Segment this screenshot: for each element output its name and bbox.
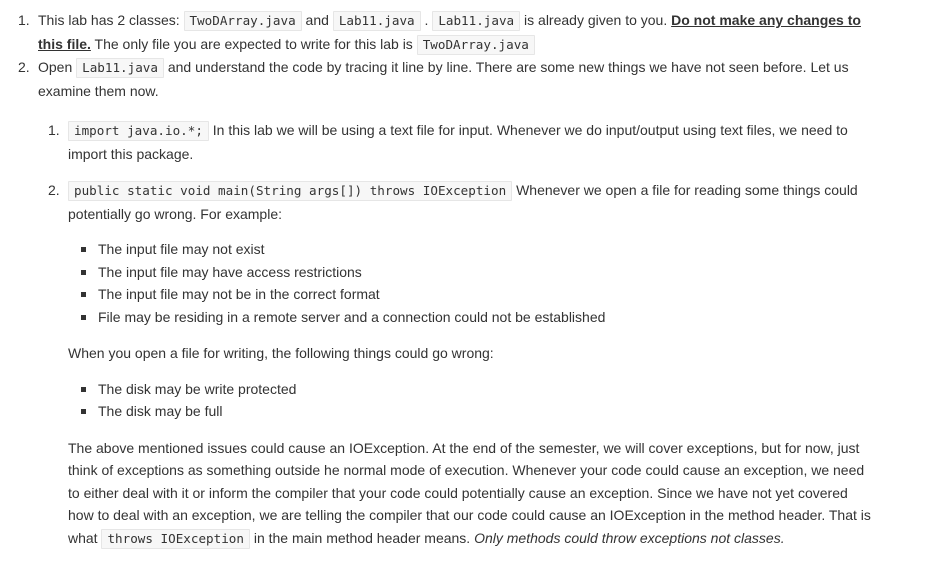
sub-item-number: 2.: [48, 182, 60, 198]
code-lab11: Lab11.java: [432, 11, 520, 31]
exception-summary: [68, 437, 877, 551]
bullet-item: The disk may be full: [98, 400, 877, 423]
item-text: is already given to you.: [520, 12, 672, 28]
code-throws-ioexception: throws IOException: [101, 529, 249, 549]
code-lab11: Lab11.java: [333, 11, 421, 31]
item-text: and understand the code by tracing it line by line. There are some new things we have not seen before. Let us examine them now.: [38, 59, 849, 99]
summary-text: The above mentioned issues could cause an IOException. At the end of the semester, we will cover exceptions, but for now, just think of exceptions as something outside he normal mode of execution. Whenever your code could cause an exception, we need to either deal with it or inform the compiler that your code could potentially cause an exception. Since we have not yet covered how to deal with an exception, we are telling the compiler that our code could cause an IOException in the method header. That is what: [68, 439, 871, 546]
instructions-list: [0, 9, 937, 550]
summary-text: in the main method header means.: [249, 529, 475, 546]
bullet-item: The input file may not be in the correct format: [98, 283, 877, 306]
bullet-item: The disk may be write protected: [98, 378, 877, 401]
item-text: and: [301, 12, 333, 28]
code-twodarray: TwoDArray.java: [417, 35, 535, 55]
item-text: This lab has 2 classes:: [38, 12, 184, 28]
sub-list-item: [48, 119, 877, 165]
sub-item-number: 1.: [48, 122, 60, 138]
list-item: [18, 9, 877, 56]
sub-list-item: [48, 179, 877, 550]
summary-emphasis: Only methods could throw exceptions not classes.: [474, 529, 785, 546]
item-text: .: [420, 12, 433, 28]
sub-item-text: Whenever we open a file for reading some things could potentially go wrong. For example:: [68, 182, 858, 222]
list-item: [18, 56, 877, 550]
item-text: The only file you are expected to write for this lab is: [90, 35, 417, 52]
code-main-signature: public static void main(String args[]) throws IOException: [68, 181, 512, 201]
sub-list: [38, 119, 877, 550]
sub-item-text: In this lab we will be using a text file for input. Whenever we do input/output using text files, we need to import this package.: [68, 122, 848, 162]
bullet-item: The input file may have access restrictions: [98, 261, 877, 284]
bullet-item: The input file may not exist: [98, 238, 877, 261]
item-text: Open: [38, 59, 77, 75]
no-changes-warning: Do not make any changes to this file.: [38, 12, 861, 52]
code-import-statement: import java.io.*;: [68, 121, 209, 141]
item-number: 2.: [18, 59, 30, 75]
writing-intro-text: When you open a file for writing, the following things could go wrong:: [68, 345, 494, 361]
code-lab11: Lab11.java: [76, 58, 164, 78]
item-number: 1.: [18, 12, 30, 28]
code-twodarray: TwoDArray.java: [184, 11, 302, 31]
bullet-item: File may be residing in a remote server and a connection could not be established: [98, 306, 877, 329]
reading-issues-list: [68, 238, 877, 328]
writing-issues-list: [68, 378, 877, 423]
